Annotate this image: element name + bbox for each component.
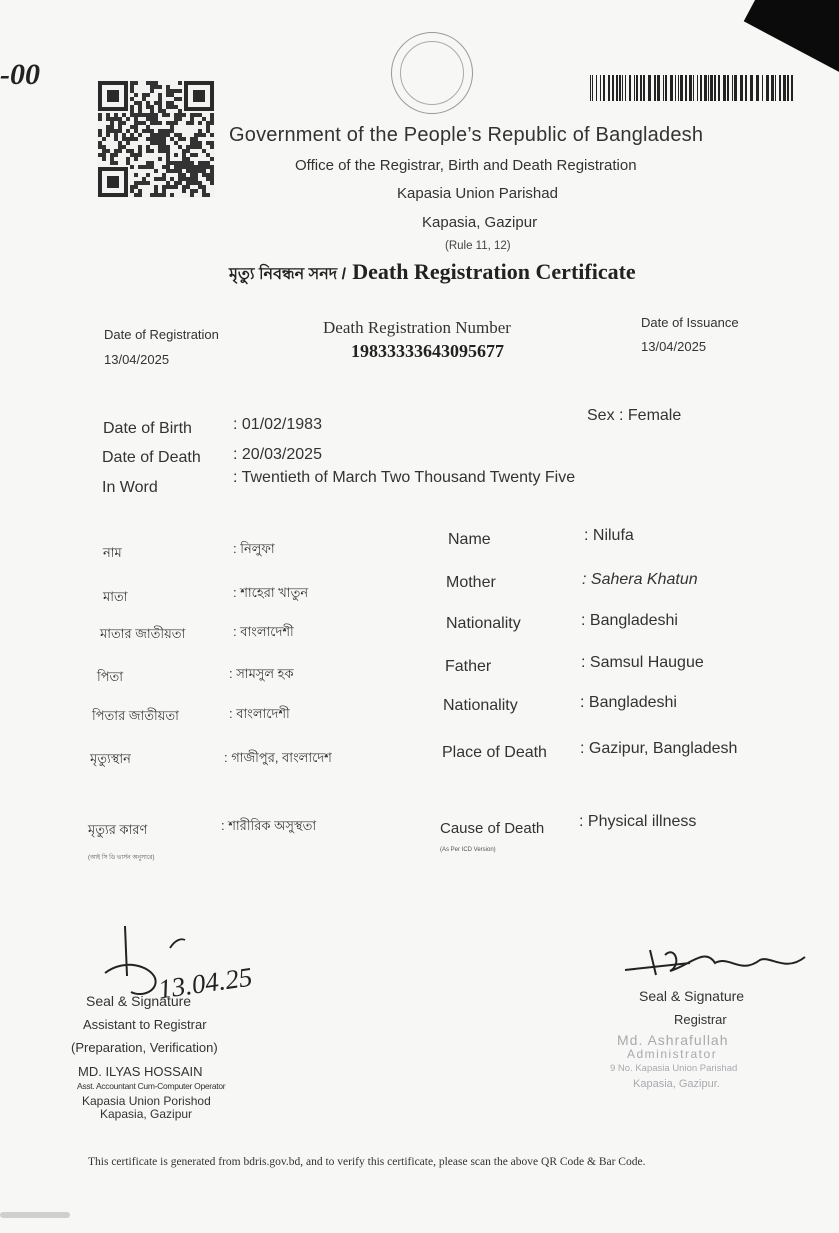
- en-mother-value: : Sahera Khatun: [582, 571, 698, 588]
- bn-mother-value: : শাহেরা খাতুন: [233, 585, 309, 600]
- assistant-role: Assistant to Registrar: [83, 1017, 207, 1032]
- en-father-nationality-label: Nationality: [443, 697, 518, 714]
- bn-cause-value: : শারীরিক অসুস্থতা: [221, 818, 317, 833]
- qr-code-icon: [97, 80, 215, 198]
- dod-label: Date of Death: [102, 449, 201, 466]
- en-mother-label: Mother: [446, 574, 496, 591]
- en-father-nationality-value: : Bangladeshi: [580, 694, 677, 711]
- en-cause-value: : Physical illness: [579, 813, 697, 830]
- page-title-en: Death Registration Certificate: [352, 259, 636, 284]
- dob-value: : 01/02/1983: [233, 416, 322, 433]
- dod-value: : 20/03/2025: [233, 446, 322, 463]
- registrar-stamp-title: Administrator: [627, 1047, 718, 1061]
- header-government: Government of the People’s Republic of Bangladesh: [229, 124, 704, 146]
- bn-mother-label: মাতা: [103, 589, 128, 604]
- en-place-label: Place of Death: [442, 744, 547, 761]
- header-union: Kapasia Union Parishad: [397, 185, 558, 202]
- assistant-stamp-title: Asst. Accountant Cum-Computer Operator: [77, 1081, 226, 1091]
- en-name-value: : Nilufa: [584, 527, 634, 544]
- bn-name-value: : নিলুফা: [233, 541, 275, 556]
- assistant-role-detail: (Preparation, Verification): [71, 1040, 218, 1055]
- issuance-date-value: 13/04/2025: [641, 339, 707, 354]
- bn-place-label: মৃত্যুস্থান: [90, 751, 131, 766]
- sex-value: Sex : Female: [587, 407, 682, 424]
- registration-date-value: 13/04/2025: [104, 352, 170, 367]
- en-place-value: : Gazipur, Bangladesh: [580, 740, 738, 757]
- registration-number-value: 19833333643095677: [351, 341, 504, 361]
- assistant-stamp-name: MD. ILYAS HOSSAIN: [78, 1064, 203, 1079]
- page-title-bn: মৃত্যু নিবন্ধন সনদ /: [229, 266, 347, 283]
- registration-number-label: Death Registration Number: [323, 318, 511, 337]
- bn-name-label: নাম: [103, 545, 122, 560]
- en-mother-nationality-label: Nationality: [446, 615, 521, 632]
- en-father-value: : Samsul Haugue: [581, 654, 704, 671]
- en-cause-note: (As Per ICD Version): [440, 847, 496, 853]
- bn-father-label: পিতা: [97, 669, 124, 684]
- registrar-role: Registrar: [674, 1012, 727, 1027]
- inword-label: In Word: [102, 479, 158, 496]
- bn-cause-note: (আই সি ডি ভার্সন অনুসারে): [88, 855, 155, 861]
- assistant-handwritten-date: 13.04.25: [156, 961, 255, 1005]
- bn-place-value: : গাজীপুর, বাংলাদেশ: [224, 750, 332, 765]
- assistant-stamp-place: Kapasia, Gazipur: [100, 1107, 193, 1121]
- registrar-signature-icon: [620, 935, 820, 995]
- bn-cause-label: মৃত্যুর কারণ: [88, 822, 148, 837]
- registrar-stamp-union: 9 No. Kapasia Union Parishad: [610, 1063, 738, 1074]
- header-office: Office of the Registrar, Birth and Death Registration: [295, 157, 637, 174]
- bn-father-value: : সামসুল হক: [229, 666, 294, 681]
- barcode-icon: [590, 75, 795, 101]
- footer-note: This certificate is generated from bdris.gov.bd, and to verify this certificate, please scan the above QR Code & Bar Code.: [88, 1156, 646, 1168]
- scan-smudge: [0, 1212, 70, 1218]
- bn-mother-nationality-label: মাতার জাতীয়তা: [100, 626, 186, 641]
- registration-date-label: Date of Registration: [104, 327, 219, 342]
- issuance-date-label: Date of Issuance: [641, 315, 739, 330]
- en-father-label: Father: [445, 658, 492, 675]
- corner-mark: -00: [0, 58, 40, 91]
- header-location: Kapasia, Gazipur: [422, 214, 538, 231]
- header-rule: (Rule 11, 12): [445, 240, 511, 252]
- registrar-seal-label: Seal & Signature: [639, 988, 745, 1004]
- dob-label: Date of Birth: [103, 420, 192, 437]
- en-mother-nationality-value: : Bangladeshi: [581, 612, 678, 629]
- inword-value: : Twentieth of March Two Thousand Twenty Five: [233, 469, 576, 486]
- bn-father-nationality-value: : বাংলাদেশী: [229, 706, 290, 721]
- registrar-stamp-place: Kapasia, Gazipur.: [633, 1078, 720, 1090]
- assistant-seal-label: Seal & Signature: [86, 993, 192, 1009]
- bn-father-nationality-label: পিতার জাতীয়তা: [92, 708, 179, 723]
- government-seal-icon: [391, 32, 473, 114]
- scan-corner-shadow: [744, 0, 839, 78]
- en-name-label: Name: [448, 531, 491, 548]
- bn-mother-nationality-value: : বাংলাদেশী: [233, 624, 294, 639]
- en-cause-label: Cause of Death: [440, 820, 545, 837]
- registrar-stamp-name: Md. Ashrafullah: [617, 1032, 729, 1048]
- page-title: [229, 259, 636, 288]
- assistant-stamp-union: Kapasia Union Porishod: [82, 1094, 211, 1108]
